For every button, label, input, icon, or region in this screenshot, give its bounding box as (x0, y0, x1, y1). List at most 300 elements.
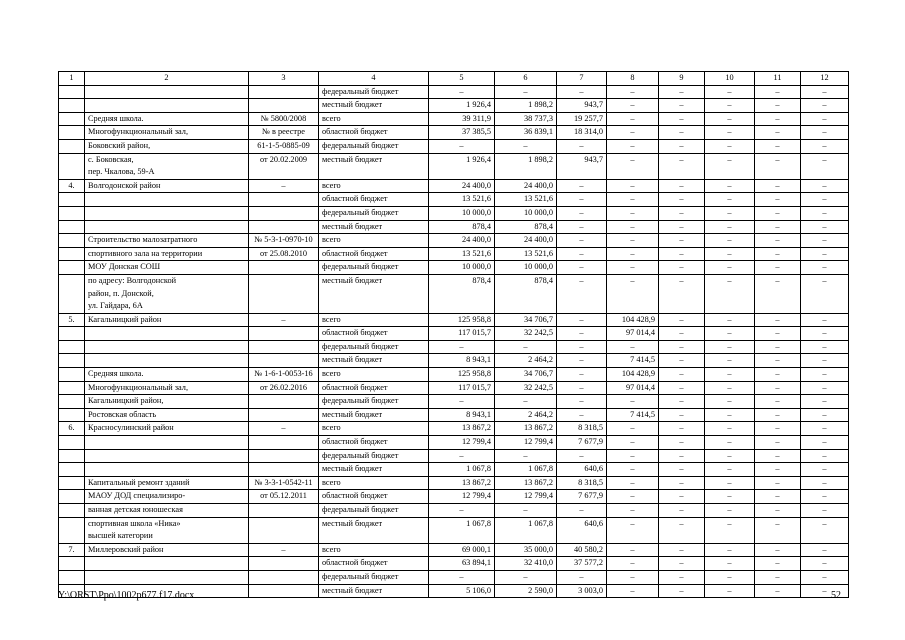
object-name: Средняя школа. (85, 368, 249, 382)
value-cell-col-7: – (557, 139, 607, 153)
value-cell-col-8: 7 414,5 (607, 408, 659, 422)
value-cell-col-7: – (557, 261, 607, 275)
value-cell-col-5: 117 015,7 (429, 381, 495, 395)
budget-source-label: федеральный бюджет (319, 261, 429, 275)
row-number (59, 340, 85, 354)
budget-source-label: местный бюджет (319, 153, 429, 179)
value-cell-col-7: 7 677,9 (557, 436, 607, 450)
value-cell-col-5: 13 867,2 (429, 476, 495, 490)
table-row (59, 85, 849, 99)
value-cell-col-6: 878,4 (495, 220, 557, 234)
value-cell-col-10: – (705, 543, 755, 557)
value-cell-col-11: – (755, 476, 801, 490)
value-cell-col-5: – (429, 340, 495, 354)
value-cell-col-6: – (495, 395, 557, 409)
table-row (59, 368, 849, 382)
object-name: ванная детская юношеская (85, 504, 249, 518)
row-number (59, 490, 85, 504)
value-cell-col-12: – (801, 381, 849, 395)
value-cell-col-5: 13 867,2 (429, 422, 495, 436)
value-cell-col-12: – (801, 368, 849, 382)
value-cell-col-6: – (495, 340, 557, 354)
registry-number: от 05.12.2011 (249, 490, 319, 504)
value-cell-col-11: – (755, 313, 801, 327)
value-cell-col-5: 37 385,5 (429, 126, 495, 140)
value-cell-col-5: 8 943,1 (429, 408, 495, 422)
value-cell-col-11: – (755, 112, 801, 126)
value-cell-col-5: – (429, 395, 495, 409)
value-cell-col-6: – (495, 504, 557, 518)
row-number (59, 247, 85, 261)
object-name: с. Боковская, пер. Чкалова, 59-А (85, 153, 249, 179)
value-cell-col-11: – (755, 179, 801, 193)
value-cell-col-10: – (705, 206, 755, 220)
value-cell-col-12: – (801, 85, 849, 99)
value-cell-col-11: – (755, 517, 801, 543)
object-name (85, 206, 249, 220)
budget-source-label: федеральный бюджет (319, 570, 429, 584)
object-name (85, 570, 249, 584)
registry-number (249, 395, 319, 409)
table-row (59, 422, 849, 436)
row-number (59, 126, 85, 140)
value-cell-col-7: 8 318,5 (557, 422, 607, 436)
value-cell-col-5: – (429, 449, 495, 463)
value-cell-col-9: – (659, 274, 705, 313)
value-cell-col-8: – (607, 220, 659, 234)
table-row (59, 408, 849, 422)
registry-number (249, 463, 319, 477)
value-cell-col-11: – (755, 381, 801, 395)
value-cell-col-10: – (705, 247, 755, 261)
registry-number (249, 206, 319, 220)
table-row (59, 153, 849, 179)
value-cell-col-7: – (557, 395, 607, 409)
row-number (59, 436, 85, 450)
table-body (59, 85, 849, 598)
value-cell-col-6: – (495, 449, 557, 463)
budget-source-label: местный бюджет (319, 354, 429, 368)
value-cell-col-12: – (801, 139, 849, 153)
value-cell-col-10: – (705, 112, 755, 126)
value-cell-col-8: – (607, 463, 659, 477)
value-cell-col-10: – (705, 422, 755, 436)
value-cell-col-12: – (801, 395, 849, 409)
budget-source-label: областной бюджет (319, 327, 429, 341)
value-cell-col-8: – (607, 543, 659, 557)
row-number (59, 381, 85, 395)
object-name: МОУ Донская СОШ (85, 261, 249, 275)
budget-source-label: всего (319, 234, 429, 248)
budget-source-label: федеральный бюджет (319, 139, 429, 153)
row-number (59, 261, 85, 275)
budget-source-label: всего (319, 179, 429, 193)
value-cell-col-6: 12 799,4 (495, 436, 557, 450)
value-cell-col-12: – (801, 179, 849, 193)
value-cell-col-7: 19 257,7 (557, 112, 607, 126)
budget-source-label: местный бюджет (319, 584, 429, 598)
value-cell-col-11: – (755, 368, 801, 382)
value-cell-col-5: – (429, 570, 495, 584)
table-row (59, 557, 849, 571)
value-cell-col-10: – (705, 126, 755, 140)
value-cell-col-9: – (659, 139, 705, 153)
footer-file-path: Y:\ORST\Ppo\1002p677.f17.docx (58, 590, 195, 601)
value-cell-col-5: 878,4 (429, 220, 495, 234)
value-cell-col-10: – (705, 463, 755, 477)
budget-source-label: местный бюджет (319, 99, 429, 113)
value-cell-col-11: – (755, 449, 801, 463)
value-cell-col-8: – (607, 340, 659, 354)
row-number: 6. (59, 422, 85, 436)
value-cell-col-12: – (801, 247, 849, 261)
budget-source-label: местный бюджет (319, 463, 429, 477)
value-cell-col-10: – (705, 584, 755, 598)
column-header-7: 7 (557, 72, 607, 86)
value-cell-col-8: – (607, 126, 659, 140)
column-header-9: 9 (659, 72, 705, 86)
registry-number: от 25.08.2010 (249, 247, 319, 261)
value-cell-col-10: – (705, 85, 755, 99)
table-row (59, 220, 849, 234)
value-cell-col-12: – (801, 504, 849, 518)
value-cell-col-5: 69 000,1 (429, 543, 495, 557)
value-cell-col-6: 1 898,2 (495, 99, 557, 113)
value-cell-col-8: 104 428,9 (607, 368, 659, 382)
value-cell-col-10: – (705, 436, 755, 450)
registry-number: – (249, 313, 319, 327)
value-cell-col-9: – (659, 206, 705, 220)
value-cell-col-9: – (659, 247, 705, 261)
value-cell-col-9: – (659, 449, 705, 463)
value-cell-col-11: – (755, 153, 801, 179)
value-cell-col-6: 32 410,0 (495, 557, 557, 571)
value-cell-col-5: 117 015,7 (429, 327, 495, 341)
object-name: спортивная школа «Ника» высшей категории (85, 517, 249, 543)
object-name (85, 99, 249, 113)
value-cell-col-11: – (755, 408, 801, 422)
registry-number: от 20.02.2009 (249, 153, 319, 179)
value-cell-col-6: 24 400,0 (495, 234, 557, 248)
object-name (85, 436, 249, 450)
value-cell-col-12: – (801, 99, 849, 113)
value-cell-col-8: – (607, 490, 659, 504)
value-cell-col-12: – (801, 274, 849, 313)
value-cell-col-9: – (659, 313, 705, 327)
table-row (59, 381, 849, 395)
value-cell-col-9: – (659, 543, 705, 557)
value-cell-col-12: – (801, 327, 849, 341)
table-row (59, 206, 849, 220)
registry-number (249, 517, 319, 543)
value-cell-col-8: – (607, 422, 659, 436)
value-cell-col-12: – (801, 490, 849, 504)
registry-number: № 1-6-1-0053-16 (249, 368, 319, 382)
value-cell-col-10: – (705, 557, 755, 571)
registry-number (249, 99, 319, 113)
budget-source-label: федеральный бюджет (319, 206, 429, 220)
value-cell-col-8: – (607, 85, 659, 99)
value-cell-col-8: – (607, 557, 659, 571)
value-cell-col-5: 125 958,8 (429, 368, 495, 382)
value-cell-col-7: – (557, 274, 607, 313)
table-row (59, 436, 849, 450)
value-cell-col-5: 39 311,9 (429, 112, 495, 126)
value-cell-col-8: – (607, 261, 659, 275)
value-cell-col-9: – (659, 99, 705, 113)
value-cell-col-9: – (659, 220, 705, 234)
value-cell-col-11: – (755, 85, 801, 99)
table-row (59, 193, 849, 207)
row-number (59, 85, 85, 99)
value-cell-col-6: 34 706,7 (495, 368, 557, 382)
value-cell-col-7: – (557, 368, 607, 382)
value-cell-col-5: 13 521,6 (429, 193, 495, 207)
value-cell-col-12: – (801, 517, 849, 543)
value-cell-col-12: – (801, 557, 849, 571)
value-cell-col-6: 1 067,8 (495, 517, 557, 543)
value-cell-col-6: 10 000,0 (495, 261, 557, 275)
value-cell-col-5: 5 106,0 (429, 584, 495, 598)
value-cell-col-6: 2 590,0 (495, 584, 557, 598)
value-cell-col-6: 35 000,0 (495, 543, 557, 557)
value-cell-col-12: – (801, 220, 849, 234)
registry-number (249, 274, 319, 313)
value-cell-col-9: – (659, 504, 705, 518)
value-cell-col-7: – (557, 193, 607, 207)
value-cell-col-9: – (659, 234, 705, 248)
column-header-11: 11 (755, 72, 801, 86)
value-cell-col-12: – (801, 476, 849, 490)
value-cell-col-8: – (607, 153, 659, 179)
object-name (85, 463, 249, 477)
registry-number (249, 408, 319, 422)
value-cell-col-9: – (659, 490, 705, 504)
value-cell-col-11: – (755, 584, 801, 598)
value-cell-col-5: 10 000,0 (429, 261, 495, 275)
value-cell-col-9: – (659, 476, 705, 490)
registry-number: 61-1-5-0885-09 (249, 139, 319, 153)
value-cell-col-9: – (659, 327, 705, 341)
table-row (59, 247, 849, 261)
value-cell-col-8: – (607, 504, 659, 518)
object-name: Кагальницкий район, (85, 395, 249, 409)
column-header-3: 3 (249, 72, 319, 86)
row-number (59, 112, 85, 126)
budget-source-label: областной бюджет (319, 247, 429, 261)
value-cell-col-9: – (659, 517, 705, 543)
value-cell-col-6: 36 839,1 (495, 126, 557, 140)
row-number (59, 274, 85, 313)
value-cell-col-7: 943,7 (557, 99, 607, 113)
value-cell-col-7: – (557, 85, 607, 99)
object-name (85, 193, 249, 207)
value-cell-col-10: – (705, 408, 755, 422)
value-cell-col-11: – (755, 543, 801, 557)
value-cell-col-10: – (705, 193, 755, 207)
row-number (59, 557, 85, 571)
table-row (59, 126, 849, 140)
value-cell-col-5: – (429, 139, 495, 153)
table-row (59, 354, 849, 368)
row-number (59, 517, 85, 543)
value-cell-col-7: – (557, 381, 607, 395)
value-cell-col-12: – (801, 422, 849, 436)
value-cell-col-7: 8 318,5 (557, 476, 607, 490)
value-cell-col-11: – (755, 436, 801, 450)
value-cell-col-7: – (557, 354, 607, 368)
value-cell-col-12: – (801, 234, 849, 248)
budget-source-label: всего (319, 476, 429, 490)
value-cell-col-11: – (755, 557, 801, 571)
budget-source-label: всего (319, 368, 429, 382)
row-number (59, 234, 85, 248)
value-cell-col-8: – (607, 476, 659, 490)
value-cell-col-11: – (755, 234, 801, 248)
value-cell-col-8: – (607, 570, 659, 584)
value-cell-col-12: – (801, 570, 849, 584)
table-row (59, 99, 849, 113)
row-number (59, 408, 85, 422)
value-cell-col-5: – (429, 85, 495, 99)
value-cell-col-6: 32 242,5 (495, 327, 557, 341)
budget-source-label: федеральный бюджет (319, 340, 429, 354)
budget-source-label: местный бюджет (319, 517, 429, 543)
value-cell-col-6: 2 464,2 (495, 408, 557, 422)
value-cell-col-6: – (495, 139, 557, 153)
value-cell-col-12: – (801, 206, 849, 220)
value-cell-col-9: – (659, 584, 705, 598)
value-cell-col-10: – (705, 274, 755, 313)
value-cell-col-5: – (429, 504, 495, 518)
registry-number: – (249, 543, 319, 557)
value-cell-col-9: – (659, 381, 705, 395)
value-cell-col-11: – (755, 220, 801, 234)
value-cell-col-10: – (705, 354, 755, 368)
value-cell-col-7: – (557, 234, 607, 248)
registry-number (249, 85, 319, 99)
value-cell-col-12: – (801, 153, 849, 179)
value-cell-col-8: 97 014,4 (607, 327, 659, 341)
object-name: Капитальный ремонт зданий (85, 476, 249, 490)
value-cell-col-11: – (755, 247, 801, 261)
value-cell-col-7: – (557, 179, 607, 193)
value-cell-col-9: – (659, 557, 705, 571)
budget-source-label: всего (319, 313, 429, 327)
value-cell-col-6: 12 799,4 (495, 490, 557, 504)
value-cell-col-9: – (659, 261, 705, 275)
value-cell-col-10: – (705, 313, 755, 327)
value-cell-col-6: 32 242,5 (495, 381, 557, 395)
value-cell-col-7: – (557, 408, 607, 422)
value-cell-col-11: – (755, 490, 801, 504)
budget-source-label: федеральный бюджет (319, 504, 429, 518)
value-cell-col-8: – (607, 449, 659, 463)
object-name (85, 557, 249, 571)
value-cell-col-10: – (705, 220, 755, 234)
value-cell-col-7: 37 577,2 (557, 557, 607, 571)
value-cell-col-5: 13 521,6 (429, 247, 495, 261)
row-number (59, 476, 85, 490)
row-number (59, 99, 85, 113)
value-cell-col-5: 878,4 (429, 274, 495, 313)
row-number: 5. (59, 313, 85, 327)
row-number (59, 139, 85, 153)
value-cell-col-10: – (705, 340, 755, 354)
budget-source-label: федеральный бюджет (319, 85, 429, 99)
table-row (59, 274, 849, 313)
value-cell-col-12: – (801, 436, 849, 450)
value-cell-col-9: – (659, 340, 705, 354)
object-name (85, 220, 249, 234)
value-cell-col-7: 943,7 (557, 153, 607, 179)
value-cell-col-10: – (705, 504, 755, 518)
value-cell-col-7: – (557, 340, 607, 354)
object-name: спортивного зала на территории (85, 247, 249, 261)
value-cell-col-9: – (659, 368, 705, 382)
registry-number: – (249, 179, 319, 193)
registry-number (249, 261, 319, 275)
table-row (59, 449, 849, 463)
value-cell-col-8: – (607, 247, 659, 261)
value-cell-col-12: – (801, 261, 849, 275)
value-cell-col-8: 104 428,9 (607, 313, 659, 327)
value-cell-col-11: – (755, 354, 801, 368)
value-cell-col-8: – (607, 517, 659, 543)
row-number (59, 327, 85, 341)
value-cell-col-10: – (705, 179, 755, 193)
value-cell-col-11: – (755, 261, 801, 275)
table-row (59, 179, 849, 193)
value-cell-col-11: – (755, 570, 801, 584)
object-name: Ростовская область (85, 408, 249, 422)
object-name: Строительство малозатратного (85, 234, 249, 248)
value-cell-col-10: – (705, 99, 755, 113)
registry-number: от 26.02.2016 (249, 381, 319, 395)
value-cell-col-6: 13 867,2 (495, 476, 557, 490)
object-name: Многофункциональный зал, (85, 126, 249, 140)
object-name: по адресу: Волгодонской район, п. Донской, ул. Гайдара, 6А (85, 274, 249, 313)
row-number (59, 504, 85, 518)
value-cell-col-10: – (705, 517, 755, 543)
value-cell-col-5: 63 894,1 (429, 557, 495, 571)
value-cell-col-9: – (659, 153, 705, 179)
object-name: Волгодонской район (85, 179, 249, 193)
value-cell-col-11: – (755, 422, 801, 436)
object-name: МАОУ ДОД специализиро- (85, 490, 249, 504)
value-cell-col-8: – (607, 395, 659, 409)
table-row (59, 570, 849, 584)
value-cell-col-8: – (607, 274, 659, 313)
value-cell-col-10: – (705, 381, 755, 395)
registry-number (249, 570, 319, 584)
budget-source-label: местный бюджет (319, 274, 429, 313)
value-cell-col-5: 1 926,4 (429, 99, 495, 113)
value-cell-col-12: – (801, 408, 849, 422)
value-cell-col-6: 2 464,2 (495, 354, 557, 368)
value-cell-col-10: – (705, 261, 755, 275)
value-cell-col-11: – (755, 126, 801, 140)
row-number (59, 153, 85, 179)
object-name: Боковский район, (85, 139, 249, 153)
value-cell-col-5: 8 943,1 (429, 354, 495, 368)
registry-number (249, 354, 319, 368)
value-cell-col-11: – (755, 139, 801, 153)
budget-source-label: областной бюджет (319, 126, 429, 140)
value-cell-col-6: 38 737,3 (495, 112, 557, 126)
column-header-2: 2 (85, 72, 249, 86)
value-cell-col-10: – (705, 153, 755, 179)
